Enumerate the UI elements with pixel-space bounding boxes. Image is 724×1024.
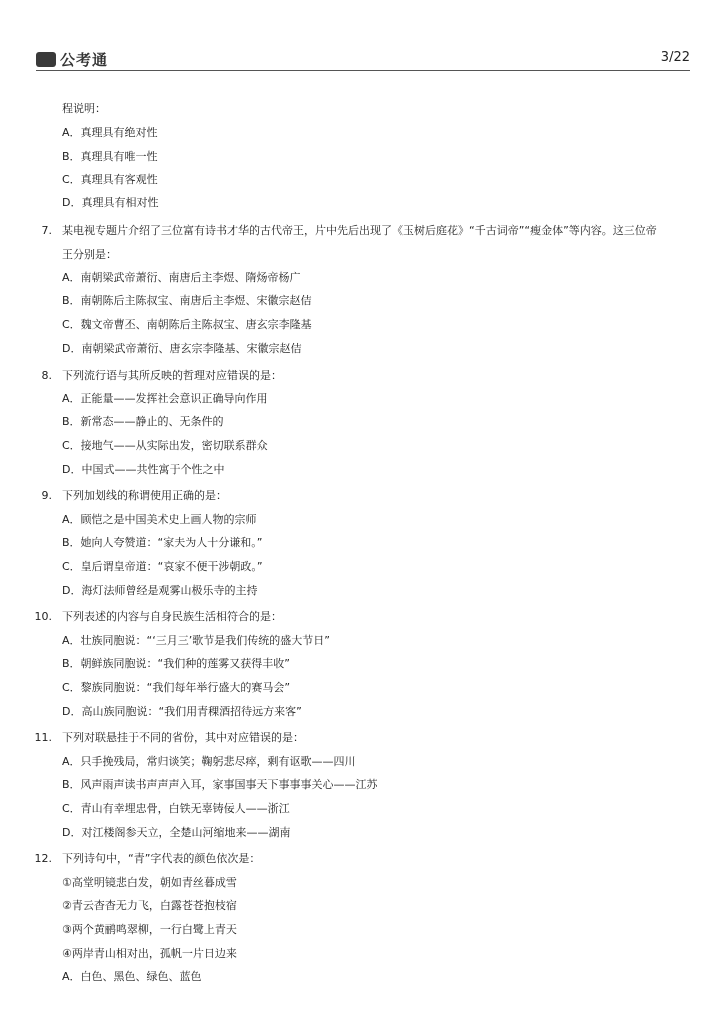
q8-option-b: B．新常态——静止的、无条件的 — [62, 415, 224, 428]
q9-stem: 下列加划线的称谓使用正确的是： — [62, 489, 227, 502]
q12-poem-1: ①高堂明镜悲白发，朝如青丝暮成雪 — [62, 876, 237, 889]
q10-stem: 下列表述的内容与自身民族生活相符合的是： — [62, 610, 282, 623]
q6-option-a: A．真理具有绝对性 — [62, 126, 158, 139]
q9-option-a: A．顾恺之是中国美术史上画人物的宗师 — [62, 513, 257, 526]
page-number: 3/22 — [660, 50, 690, 65]
q10-option-c: C．黎族同胞说：“我们每年举行盛大的赛马会” — [62, 681, 291, 694]
logo-badge-icon — [36, 52, 56, 67]
q9-number: 9. — [41, 489, 52, 502]
q11-option-c: C．青山有幸埋忠骨，白铁无辜铸佞人——浙江 — [62, 802, 290, 815]
q12-poem-3: ③两个黄鹂鸣翠柳，一行白鹭上青天 — [62, 923, 237, 936]
q12-stem: 下列诗句中，“青”字代表的颜色依次是： — [62, 852, 261, 865]
q7-option-a: A．南朝梁武帝萧衍、南唐后主李煜、隋炀帝杨广 — [62, 271, 301, 284]
q8-stem: 下列流行语与其所反映的哲理对应错误的是： — [62, 369, 282, 382]
logo-text: 公考通 — [60, 51, 109, 69]
q7-stem-line1: 某电视专题片介绍了三位富有诗书才华的古代帝王，片中先后出现了《玉树后庭花》“千古词帝”“瘦金体”等内容。这三位帝 — [62, 224, 657, 237]
q10-option-d: D．高山族同胞说：“我们用青稞酒招待远方来客” — [62, 705, 302, 718]
q6-stem-tail: 程说明： — [62, 102, 106, 115]
q7-option-d: D．南朝梁武帝萧衍、唐玄宗李隆基、宋徽宗赵佶 — [62, 342, 302, 355]
q8-option-a: A．正能量——发挥社会意识正确导向作用 — [62, 392, 268, 405]
q12-number: 12. — [34, 852, 52, 865]
q12-poem-2: ②青云杳杳无力飞，白露苍苍抱枝宿 — [62, 899, 237, 912]
q6-option-b: B．真理具有唯一性 — [62, 150, 158, 163]
q11-option-b: B．风声雨声读书声声声入耳，家事国事天下事事事关心——江苏 — [62, 778, 378, 791]
logo — [36, 49, 108, 70]
q10-option-b: B．朝鲜族同胞说：“我们种的莲雾又获得丰收” — [62, 657, 290, 670]
q10-option-a: A．壮族同胞说：“‘三月三’歌节是我们传统的盛大节日” — [62, 634, 330, 647]
q11-number: 11. — [34, 731, 52, 744]
q11-stem: 下列对联悬挂于不同的省份，其中对应错误的是： — [62, 731, 304, 744]
q10-number: 10. — [34, 610, 52, 623]
q12-poem-4: ④两岸青山相对出，孤帆一片日边来 — [62, 947, 237, 960]
q6-option-d: D．真理具有相对性 — [62, 196, 159, 209]
q8-number: 8. — [41, 369, 52, 382]
q7-number: 7. — [41, 224, 52, 237]
q6-option-c: C．真理具有客观性 — [62, 173, 158, 186]
q8-option-d: D．中国式——共性寓于个性之中 — [62, 463, 225, 476]
q12-option-a: A．白色、黑色、绿色、蓝色 — [62, 970, 202, 983]
q7-stem-line2: 王分别是： — [62, 248, 117, 261]
q11-option-a: A．只手挽残局，常归谈笑；鞠躬悲尽瘁，剩有讴歌——四川 — [62, 755, 356, 768]
q11-option-d: D．对江楼阁参天立，全楚山河缩地来——湖南 — [62, 826, 291, 839]
q9-option-d: D．海灯法师曾经是观雾山极乐寺的主持 — [62, 584, 258, 597]
q9-option-c: C．皇后谓皇帝道：“哀家不便干涉朝政。” — [62, 560, 263, 573]
q9-option-b: B．她向人夸赞道：“家夫为人十分谦和。” — [62, 536, 263, 549]
q7-option-c: C．魏文帝曹丕、南朝陈后主陈叔宝、唐玄宗李隆基 — [62, 318, 312, 331]
q8-option-c: C．接地气——从实际出发，密切联系群众 — [62, 439, 268, 452]
page-header — [36, 44, 690, 71]
q7-option-b: B．南朝陈后主陈叔宝、南唐后主李煜、宋徽宗赵佶 — [62, 294, 312, 307]
